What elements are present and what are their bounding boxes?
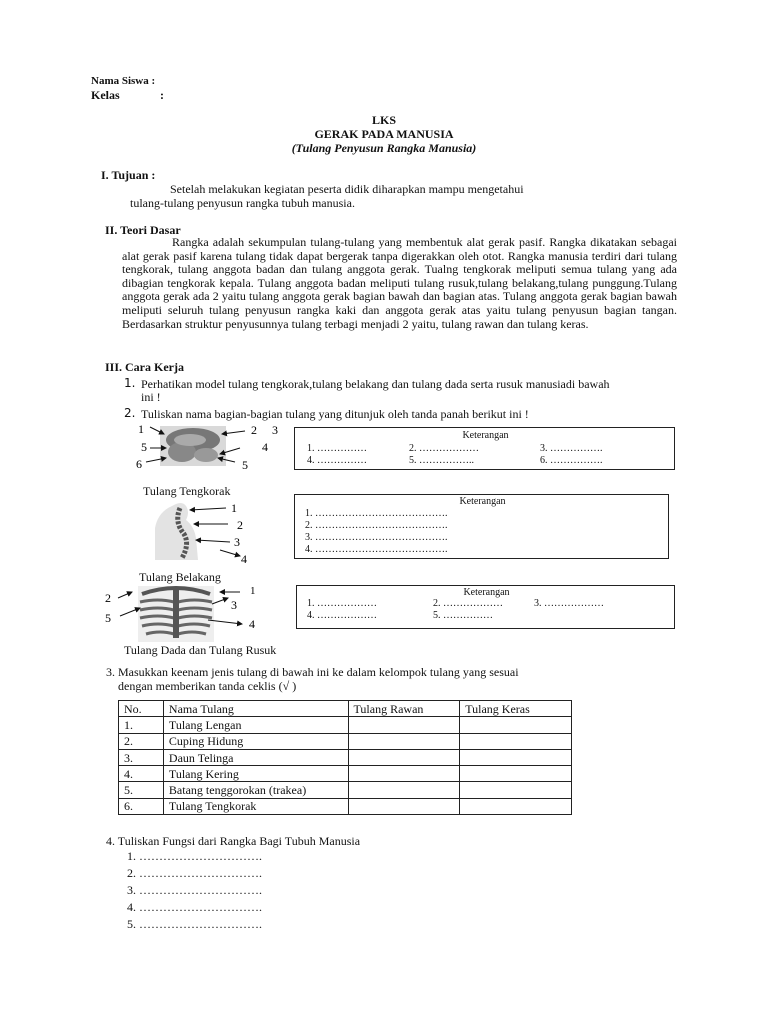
tujuan-line2: tulang-tulang penyusun rangka tubuh manusia. [130,196,355,210]
table-cell-name: Cuping Hidung [163,733,348,749]
answer-field[interactable]: 5. …………….. [409,455,474,466]
answer-field[interactable]: 2. …………………………………. [305,520,448,531]
step3-line1: 3. Masukkan keenam jenis tulang di bawah ini ke dalam kelompok tulang yang sesuai [106,665,519,679]
table-cell-name: Tulang Tengkorak [163,798,348,814]
teori-paragraph: Rangka adalah sekumpulan tulang-tulang yang membentuk alat gerak pasif. Rangka dikatakan sebagai alat gerak pasif karena tulang tidak dapat bergerak tanpa digerakkan oleh otot. Rangka manusia terdiri dari tulang tengkorak, tulang anggota badan dan tulang anggota gerak. Tualng tengkorak meliputi semua tulang yang ada dibagian tengkorak kepala. Tulang anggota badan meliputi tulang rusuk,tulang belakang,tulang punggung.Tulang anggota gerak ada 2 yaitu tulang anggota gerak bagian bawah dan bagian atas. Tulang anggota gerak bagian bawah meliputi seluruh tulang penyusun rangka kaki dan anggota gerak atas yaitu tulang penyusun bagian tangan. Berdasarkan struktur penyusunnya tulang terbagi menjadi 2 yaitu, tulang rawan dan tulang keras. [122,235,677,331]
table-cell-keras[interactable] [460,766,572,782]
table-cell-no: 5. [119,782,164,798]
skull-label-5a: 5 [141,440,147,454]
table-cell-name: Daun Telinga [163,749,348,765]
table-header: No. [119,701,164,717]
table-cell-no: 6. [119,798,164,814]
skull-label-5b: 5 [242,458,248,472]
table-row [119,733,572,749]
skull-label-4: 4 [262,440,268,454]
skull-label-2: 2 [251,423,257,437]
table-row [119,766,572,782]
title-main: GERAK PADA MANUSIA [314,127,454,141]
step1-number: 1. [124,376,136,390]
cara-kerja-heading: III. Cara Kerja [105,360,184,374]
chest-caption: Tulang Dada dan Tulang Rusuk [124,643,277,657]
table-header: Nama Tulang [163,701,348,717]
chest-label-5: 5 [105,611,111,625]
skull-label-6: 6 [136,457,142,471]
table-cell-name: Tulang Lengan [163,717,348,733]
title-subtitle: (Tulang Penyusun Rangka Manusia) [291,141,477,155]
spine-figure [150,498,260,570]
chest-label-1: 1 [250,585,256,597]
skull-figure [130,420,290,485]
table-cell-no: 4. [119,766,164,782]
answer-field[interactable]: 2. ……………… [433,598,503,609]
table-cell-rawan[interactable] [348,766,460,782]
chest-label-4: 4 [249,617,255,631]
bone-classification-table [118,700,572,815]
keterangan-title: Keterangan [459,496,506,507]
table-cell-rawan[interactable] [348,782,460,798]
tujuan-heading: I. Tujuan : [101,168,156,182]
answer-field[interactable]: 4. …………… [307,455,367,466]
step2-text: Tuliskan nama bagian-bagian tulang yang ditunjuk oleh tanda panah berikut ini ! [141,407,529,421]
table-header: Tulang Rawan [348,701,460,717]
table-row [119,717,572,733]
answer-line[interactable]: 1. …………………………. [127,849,262,863]
spine-label-3: 3 [234,535,240,549]
table-cell-rawan[interactable] [348,798,460,814]
keterangan-box-spine [294,494,669,559]
table-cell-no: 1. [119,717,164,733]
table-cell-keras[interactable] [460,717,572,733]
spine-label-1: 1 [231,501,237,515]
answer-line[interactable]: 3. …………………………. [127,883,262,897]
tujuan-line1: Setelah melakukan kegiatan peserta didik diharapkan mampu mengetahui [170,182,524,196]
answer-line[interactable]: 5. …………………………. [127,917,262,931]
answer-field[interactable]: 5. …………… [433,610,493,621]
skull-label-1: 1 [138,422,144,436]
spine-label-2: 2 [237,518,243,532]
answer-field[interactable]: 1. ……………… [307,598,377,609]
table-row [119,798,572,814]
table-cell-no: 3. [119,749,164,765]
skull-label-3: 3 [272,423,278,437]
teori-heading: II. Teori Dasar [105,223,181,237]
answer-field[interactable]: 4. ……………… [307,610,377,621]
answer-field[interactable]: 3. ……………. [540,443,603,454]
answer-field[interactable]: 1. …………… [307,443,367,454]
answer-field[interactable]: 1. …………………………………. [305,508,448,519]
table-cell-keras[interactable] [460,749,572,765]
student-class-label: Kelas [91,88,120,102]
keterangan-title: Keterangan [462,430,509,441]
table-row [119,782,572,798]
step3-line2: dengan memberikan tanda ceklis (√ ) [118,679,297,693]
answer-field[interactable]: 6. ……………. [540,455,603,466]
title-lks: LKS [371,113,396,127]
spine-label-4: 4 [241,552,247,566]
table-header-row [119,701,572,717]
keterangan-box-chest [296,585,675,629]
keterangan-box-skull [294,427,675,470]
chest-figure [100,580,270,645]
step1-line1: Perhatikan model tulang tengkorak,tulang belakang dan tulang dada serta rusuk manusiadi bawah [141,377,610,391]
step1-line2: ini ! [141,390,161,404]
student-name-label: Nama Siswa : [91,75,156,87]
table-cell-name: Tulang Kering [163,766,348,782]
table-cell-rawan[interactable] [348,733,460,749]
answer-field[interactable]: 3. …………………………………. [305,532,448,543]
table-header: Tulang Keras [460,701,572,717]
answer-field[interactable]: 2. ……………… [409,443,479,454]
table-cell-no: 2. [119,733,164,749]
keterangan-title: Keterangan [463,587,510,598]
spine-image [155,503,198,560]
table-cell-rawan[interactable] [348,749,460,765]
table-row [119,749,572,765]
spine-caption: Tulang Belakang [139,570,221,584]
step2-number: 2. [124,406,136,420]
answer-line[interactable]: 4. …………………………. [127,900,262,914]
answer-field[interactable]: 3. ……………… [534,598,604,609]
answer-field[interactable]: 4. …………………………………. [305,544,448,555]
table-cell-keras[interactable] [460,733,572,749]
table-cell-rawan[interactable] [348,717,460,733]
table-cell-keras[interactable] [460,782,572,798]
step4-heading: 4. Tuliskan Fungsi dari Rangka Bagi Tubuh Manusia [106,834,361,848]
answer-line[interactable]: 2. …………………………. [127,866,262,880]
table-cell-keras[interactable] [460,798,572,814]
skull-caption: Tulang Tengkorak [143,484,231,498]
student-class-colon: : [160,88,164,102]
chest-label-2: 2 [105,591,111,605]
table-cell-name: Batang tenggorokan (trakea) [163,782,348,798]
chest-label-3: 3 [231,598,237,612]
